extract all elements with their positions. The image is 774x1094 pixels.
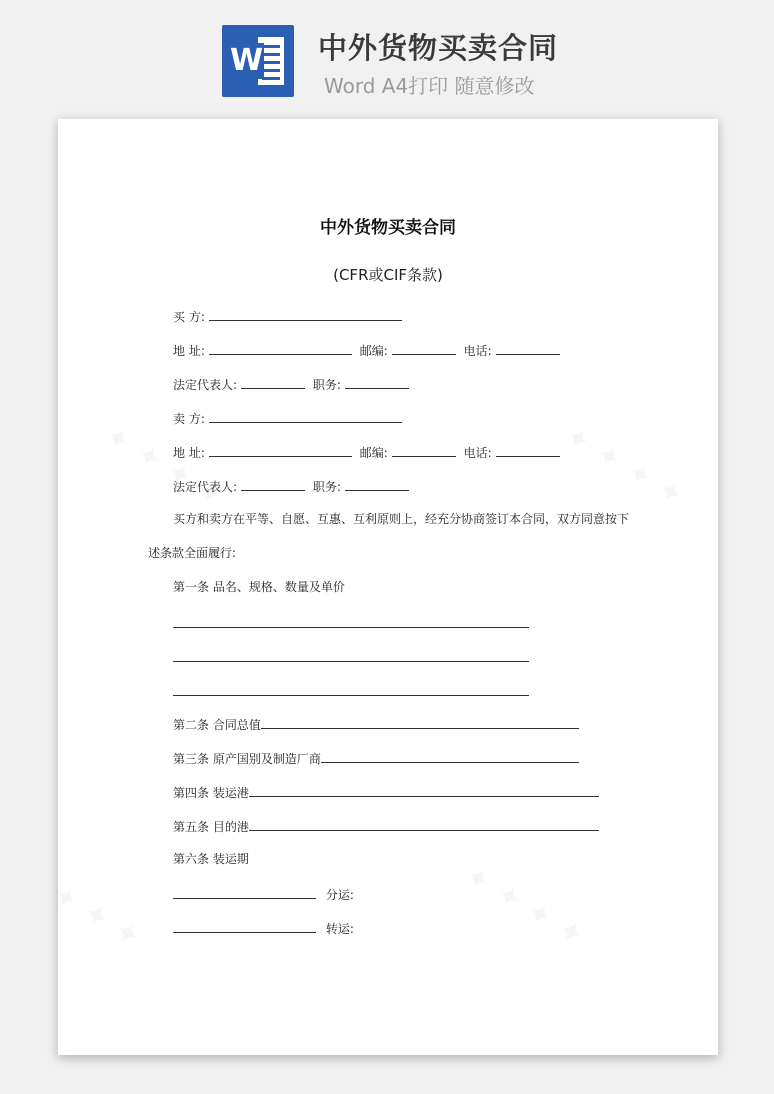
buyer-rep-blank[interactable] bbox=[241, 375, 305, 389]
seller-phone-blank[interactable] bbox=[496, 443, 560, 457]
buyer-phone-label: 电话: bbox=[463, 344, 492, 358]
article-4-row bbox=[173, 783, 603, 801]
transshipment-label: 转运: bbox=[325, 922, 354, 936]
seller-address-label: 地 址: bbox=[173, 446, 205, 460]
article-3-row bbox=[173, 749, 583, 767]
doc-title: 中外货物买卖合同 bbox=[320, 218, 456, 238]
buyer-address-label: 地 址: bbox=[173, 344, 205, 358]
seller-postcode-blank[interactable] bbox=[392, 443, 456, 457]
article-1-blank-3[interactable] bbox=[173, 695, 529, 696]
watermark-bottom-left bbox=[46, 877, 147, 955]
seller-row bbox=[173, 409, 406, 427]
seller-rep-label: 法定代表人: bbox=[173, 480, 238, 494]
article-3: 第三条 原产国别及制造厂商 bbox=[173, 752, 321, 766]
buyer-position-label: 职务: bbox=[312, 378, 341, 392]
buyer-rep-label: 法定代表人: bbox=[173, 378, 238, 392]
watermark-right bbox=[558, 418, 690, 514]
doc-subtitle: (CFR或CIF条款) bbox=[333, 266, 443, 284]
article-1-blank-2[interactable] bbox=[173, 661, 529, 662]
partial-shipment-blank[interactable] bbox=[173, 885, 316, 899]
article-3-blank[interactable] bbox=[321, 749, 579, 763]
intro-line-1: 买方和卖方在平等、自愿、互惠、互利原则上，经充分协商签订本合同，双方同意按下 bbox=[173, 512, 630, 526]
seller-blank[interactable] bbox=[209, 409, 402, 423]
article-5-row bbox=[173, 817, 603, 835]
article-2-blank[interactable] bbox=[261, 715, 579, 729]
article-4-blank[interactable] bbox=[249, 783, 599, 797]
seller-position-label: 职务: bbox=[312, 480, 341, 494]
buyer-postcode-blank[interactable] bbox=[392, 341, 456, 355]
watermark-left bbox=[98, 418, 230, 514]
partial-shipment-label: 分运: bbox=[325, 888, 354, 902]
header-subtitle: Word A4打印 随意修改 bbox=[324, 74, 535, 98]
seller-rep-blank[interactable] bbox=[241, 477, 305, 491]
article-2-row bbox=[173, 715, 583, 733]
buyer-postcode-label: 邮编: bbox=[359, 344, 388, 358]
intro-line-2: 述条款全面履行: bbox=[148, 546, 237, 560]
buyer-phone-blank[interactable] bbox=[496, 341, 560, 355]
word-letter: W bbox=[230, 43, 264, 78]
header-title: 中外货物买卖合同 bbox=[318, 31, 559, 65]
buyer-address-row bbox=[173, 341, 564, 359]
document-page bbox=[58, 119, 718, 1055]
buyer-rep-row bbox=[173, 375, 413, 393]
article-1: 第一条 品名、规格、数量及单价 bbox=[173, 580, 345, 594]
seller-address-row bbox=[173, 443, 564, 461]
header-banner bbox=[0, 0, 774, 110]
seller-phone-label: 电话: bbox=[463, 446, 492, 460]
buyer-row bbox=[173, 307, 406, 325]
seller-address-blank[interactable] bbox=[209, 443, 352, 457]
buyer-position-blank[interactable] bbox=[345, 375, 409, 389]
article-1-blank-1[interactable] bbox=[173, 627, 529, 628]
seller-position-blank[interactable] bbox=[345, 477, 409, 491]
article-4: 第四条 装运港 bbox=[173, 786, 249, 800]
article-5-blank[interactable] bbox=[249, 817, 599, 831]
word-doc-icon bbox=[222, 25, 294, 97]
watermark-bottom-right bbox=[458, 858, 590, 954]
article-2: 第二条 合同总值 bbox=[173, 718, 261, 732]
seller-postcode-label: 邮编: bbox=[359, 446, 388, 460]
buyer-address-blank[interactable] bbox=[209, 341, 352, 355]
transshipment-row bbox=[173, 919, 354, 937]
transshipment-blank[interactable] bbox=[173, 919, 316, 933]
seller-rep-row bbox=[173, 477, 413, 495]
buyer-blank[interactable] bbox=[209, 307, 402, 321]
partial-shipment-row bbox=[173, 885, 354, 903]
article-6: 第六条 装运期 bbox=[173, 852, 249, 866]
seller-label: 卖 方: bbox=[173, 412, 205, 426]
article-5: 第五条 目的港 bbox=[173, 820, 249, 834]
buyer-label: 买 方: bbox=[173, 310, 205, 324]
